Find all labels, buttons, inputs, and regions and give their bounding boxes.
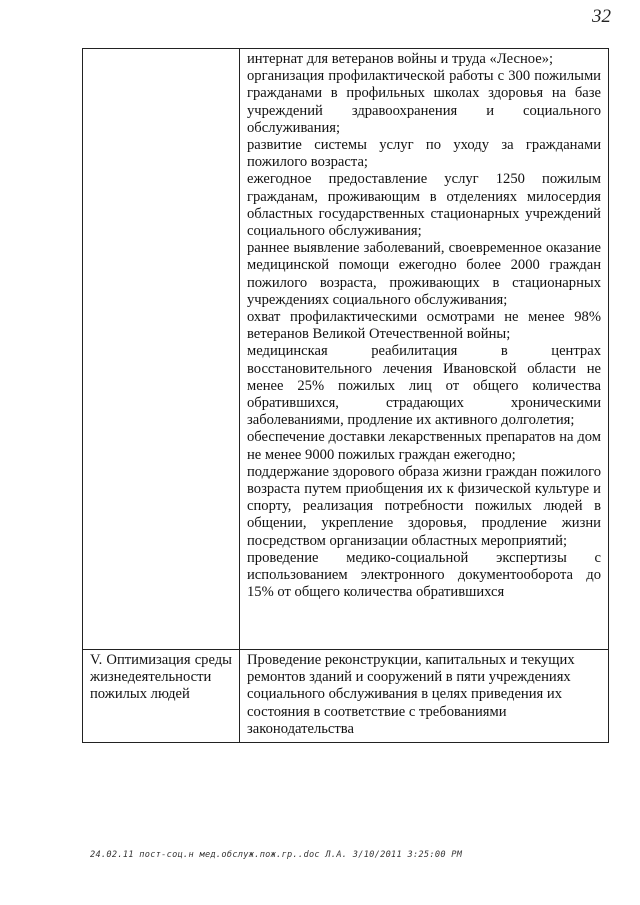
- list-item: проведение медико-социальной экспертизы с использованием электронного документооборота до 15% от общего количества обратившихся: [247, 549, 601, 601]
- program-table: [82, 48, 609, 743]
- table-row: [83, 49, 609, 650]
- table-row: [83, 650, 609, 743]
- section-title: V. Оптимизация среды жизнедеятельности пожилых людей: [90, 652, 232, 703]
- row-label-cell: [83, 49, 240, 650]
- list-item: Проведение реконструкции, капитальных и текущих ремонтов зданий и сооружений в пяти учреждениях социального обслуживания в целях приведения их состояния в соответствие с требованиями законодательства: [247, 652, 575, 737]
- row-content-cell: [240, 49, 609, 650]
- row-content-cell: [240, 650, 609, 743]
- list-item: организация профилактической работы с 300 пожилыми гражданами в профильных школах здоровья на базе учреждений здравоохранения и социального обслуживания;: [247, 68, 601, 136]
- page-number: 32: [592, 6, 611, 27]
- list-item: медицинская реабилитация в центрах восстановительного лечения Ивановской области не менее 25% пожилых лиц от общего количества обратившихся, страдающих хроническими заболеваниями, продление их активного долголетия;: [247, 343, 601, 429]
- list-item: раннее выявление заболеваний, своевременное оказание медицинской помощи ежегодно более 2000 граждан пожилого возраста, проживающих в стационарных учреждениях социального обслуживания;: [247, 240, 601, 308]
- document-footer: 24.02.11 пост-соц.н мед.обслуж.пож.гр..doc Л.А. 3/10/2011 3:25:00 PM: [90, 850, 463, 860]
- row-label-cell: [83, 650, 240, 743]
- list-item: интернат для ветеранов войны и труда «Лесное»;: [247, 51, 554, 67]
- list-item: развитие системы услуг по уходу за гражданами пожилого возраста;: [247, 137, 601, 171]
- list-item: охват профилактическими осмотрами не менее 98% ветеранов Великой Отечественной войны;: [247, 309, 601, 343]
- list-item: поддержание здорового образа жизни граждан пожилого возраста путем приобщения их к физической культуре и спорту, реализация потребности пожилых людей в общении, укрепление здоровья, продление жизни посредством организации областных мероприятий;: [247, 463, 601, 549]
- list-item: ежегодное предоставление услуг 1250 пожилым гражданам, проживающим в отделениях милосердия областных государственных стационарных учреждений социального обслуживания;: [247, 171, 601, 240]
- list-item: обеспечение доставки лекарственных препаратов на дом не менее 9000 пожилых граждан ежегодно;: [247, 429, 601, 463]
